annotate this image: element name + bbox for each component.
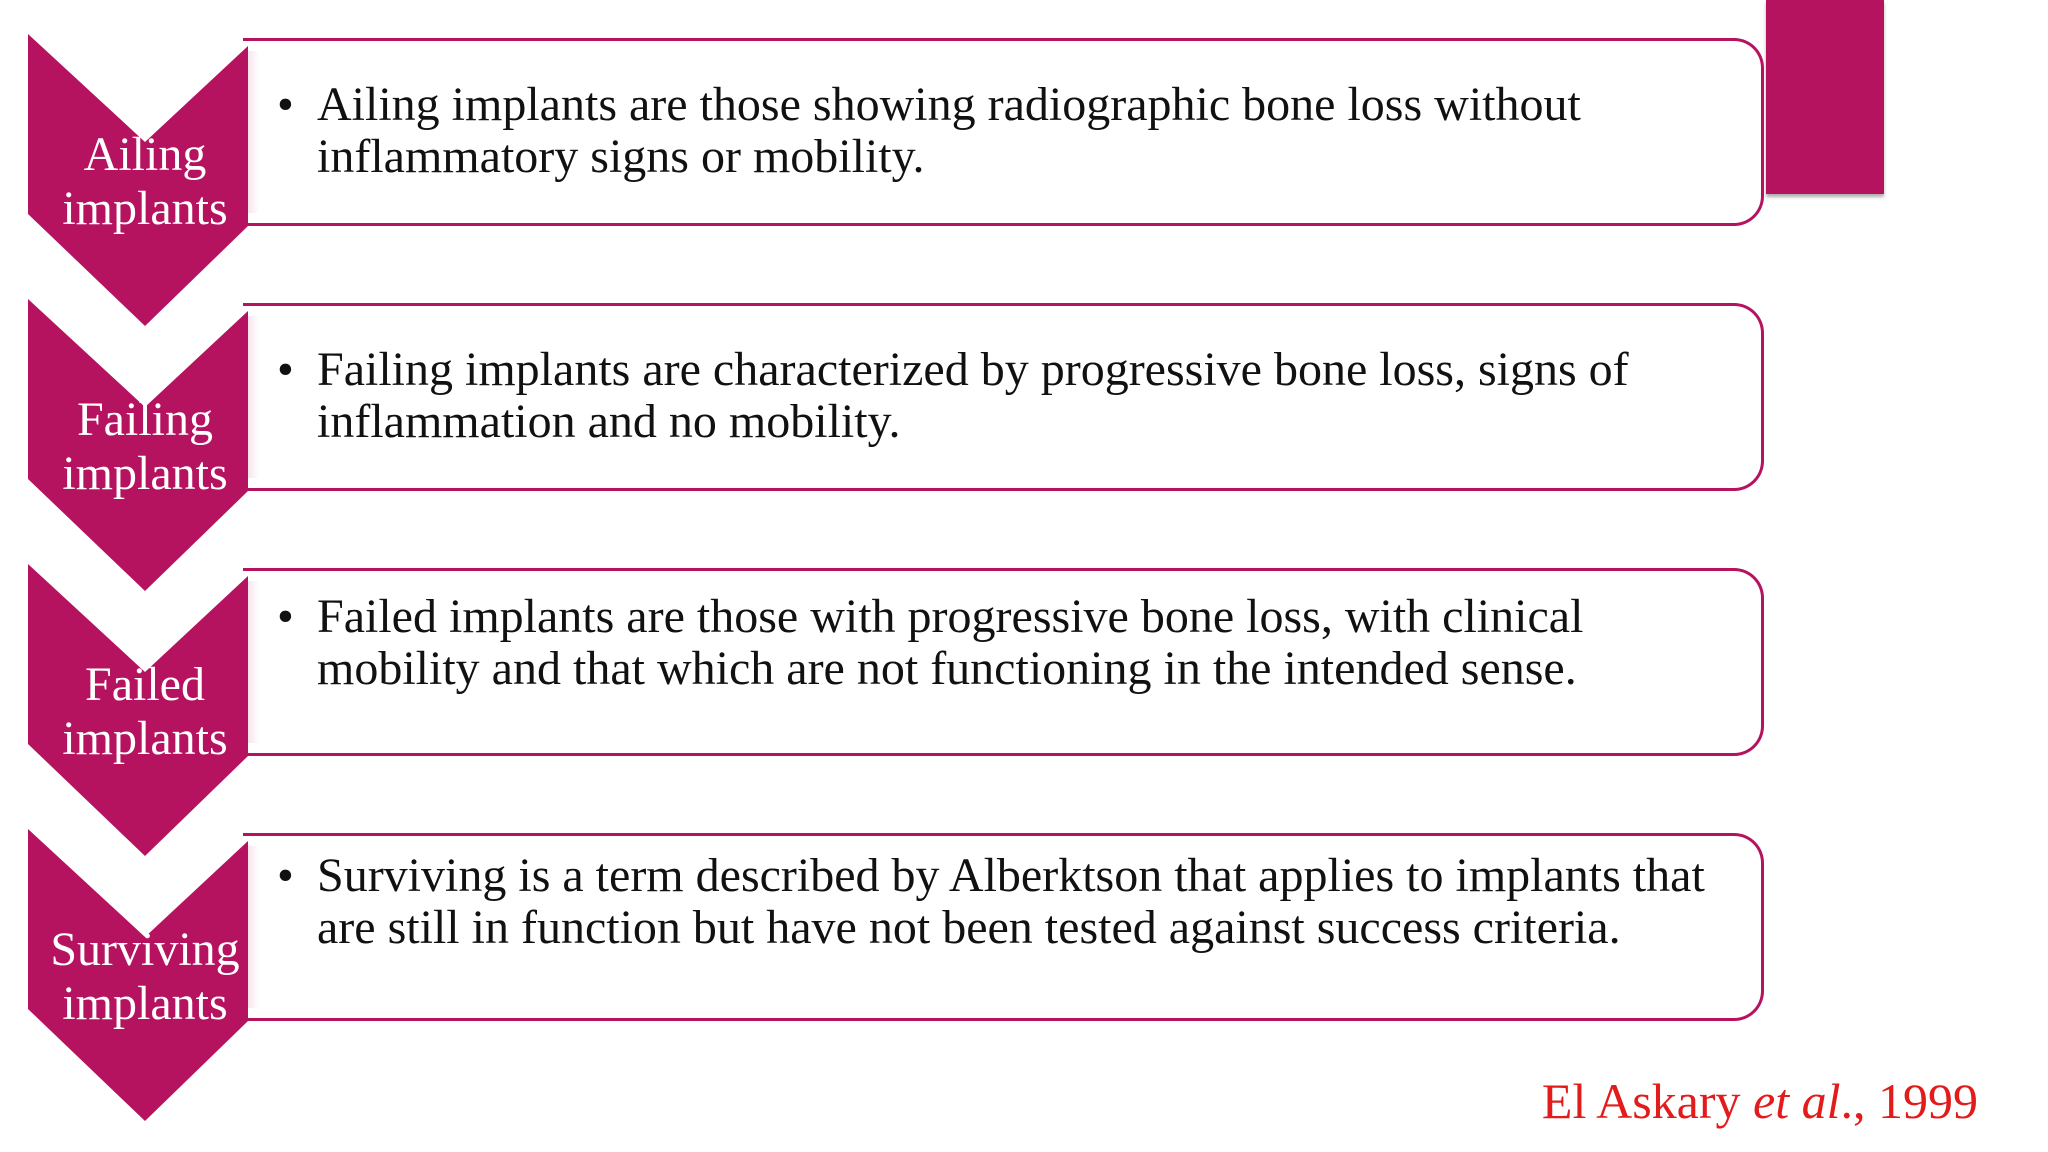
description-text: Failed implants are those with progressive bone loss, with clinical mobility and that which are not functioning in the intended sense. bbox=[317, 590, 1584, 695]
description-text: Surviving is a term described by Alberktson that applies to implants that are still in function but have not been tested against success criteria. bbox=[317, 849, 1705, 954]
description-ailing bbox=[277, 79, 1731, 183]
label-line-1: Failing bbox=[76, 393, 213, 446]
description-failed bbox=[277, 591, 1731, 695]
description-box-failed bbox=[243, 568, 1764, 756]
label-line-2: implants bbox=[62, 182, 228, 235]
citation-year: ., 1999 bbox=[1840, 1073, 1978, 1129]
label-line-2: implants bbox=[62, 712, 228, 765]
citation bbox=[1542, 1074, 1978, 1128]
label-ailing bbox=[45, 128, 245, 236]
citation-author: El Askary bbox=[1541, 1073, 1754, 1129]
bullet-icon: • bbox=[277, 343, 294, 396]
label-line-1: Failed bbox=[85, 658, 205, 711]
label-line-1: Ailing bbox=[83, 128, 207, 181]
label-failed bbox=[45, 658, 245, 766]
description-box-ailing bbox=[243, 38, 1764, 226]
bullet-icon: • bbox=[277, 849, 294, 902]
label-line-1: Surviving bbox=[50, 923, 240, 976]
label-failing bbox=[45, 393, 245, 501]
accent-block bbox=[1766, 0, 1884, 194]
description-text: Failing implants are characterized by progressive bone loss, signs of inflammation and no mobility. bbox=[317, 343, 1629, 448]
bullet-icon: • bbox=[277, 78, 294, 131]
bullet-icon: • bbox=[277, 590, 294, 643]
description-surviving bbox=[277, 850, 1731, 954]
label-line-2: implants bbox=[62, 977, 228, 1030]
description-failing bbox=[277, 344, 1731, 448]
label-surviving bbox=[45, 923, 245, 1031]
description-box-surviving bbox=[243, 833, 1764, 1021]
description-text: Ailing implants are those showing radiographic bone loss without inflammatory signs or mobility. bbox=[317, 78, 1581, 183]
description-box-failing bbox=[243, 303, 1764, 491]
citation-etal: et al bbox=[1753, 1073, 1841, 1129]
label-line-2: implants bbox=[62, 447, 228, 500]
